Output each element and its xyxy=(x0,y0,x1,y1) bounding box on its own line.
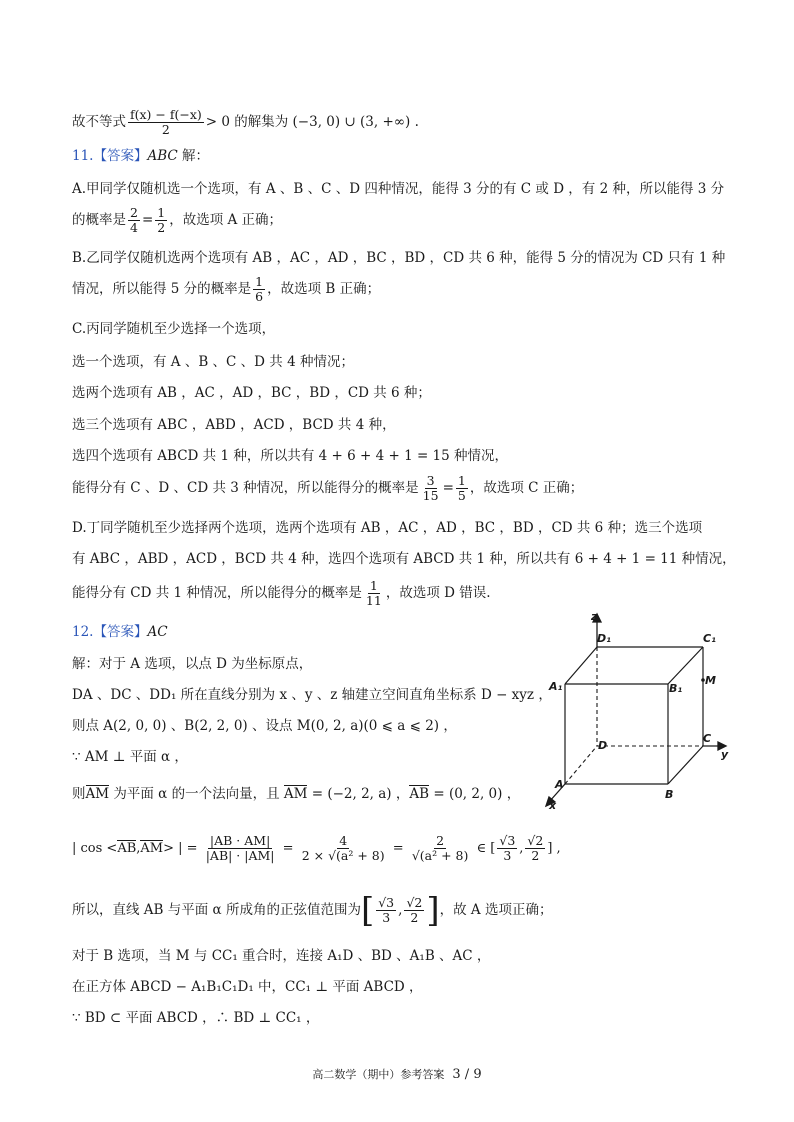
vector-am: AM xyxy=(283,786,308,802)
vertex-c: C xyxy=(703,732,712,745)
text-line: 所以，直线 AB 与平面 α 所成角的正弦值范围为[ $\frac{√3}{3}$ , $\frac{√2}{2}$ ]，故 A 选项正确； xyxy=(72,890,553,931)
page-number: 3 / 9 xyxy=(452,1067,482,1082)
vertex-b1: B₁ xyxy=(669,682,683,695)
text-line: 解：对于 A 选项，以点 D 为坐标原点， xyxy=(72,656,313,672)
vertex-a: A xyxy=(555,778,564,791)
vertex-b: B xyxy=(665,788,674,801)
axis-y-label: y xyxy=(721,748,729,761)
text-line: D.丁同学随机至少选择两个选项，选两个选项有 AB ，AC ，AD ，BC ，BD ，CD 共 6 种；选三个选项 xyxy=(72,520,703,536)
text-line: ∵ AM ⊥ 平面 α ， xyxy=(72,749,188,765)
text-line: 选三个选项有 ABC ，ABD ，ACD ，BCD 共 4 种， xyxy=(72,417,396,433)
fraction: $\frac{√3}{3}$ xyxy=(378,895,395,925)
question-heading: 12.【答案】AC xyxy=(72,624,168,640)
fraction: $\frac{1}{11}$ xyxy=(365,578,382,608)
fraction: $\frac{f(x) - f(-x)}{2}$ xyxy=(130,107,202,137)
vector-am: AM xyxy=(85,786,110,802)
text-line: 选一个选项，有 A 、B 、C 、D 共 4 种情况； xyxy=(72,354,354,370)
formula-line: | cos <AB,AM> | = $\frac{|AB \cdot AM|}{|AB| \cdot |AM|}$ = $\frac{4}{\text{2 × √(a² + 8)}}$ = $\frac{2}{\text{√(a² + 8)}}$ ∈ [ $\frac{√3}{3}$ , $\frac{√2}{2}$ ] , xyxy=(72,833,561,863)
text-line: 在正方体 ABCD − A₁B₁C₁D₁ 中，CC₁ ⊥ 平面 ABCD ， xyxy=(72,979,423,995)
fraction: $\frac{|AB \cdot AM|}{|AB| \cdot |AM|}$ xyxy=(205,833,275,863)
footer-title: 高二数学（期中）参考答案 xyxy=(312,1068,445,1081)
cube-figure xyxy=(535,612,740,812)
vertex-c1: C₁ xyxy=(703,632,716,645)
text-line: 选四个选项有 ABCD 共 1 种，所以共有 4 + 6 + 4 + 1 = 15 种情况， xyxy=(72,448,509,464)
fraction: $\frac{2}{\text{√(a² + 8)}}$ xyxy=(411,833,469,863)
text-line: ∵ BD ⊂ 平面 ABCD ，∴ BD ⊥ CC₁ ， xyxy=(72,1010,320,1026)
fraction: $\frac{3}{15}$ xyxy=(422,473,439,503)
text-line: 则AM 为平面 α 的一个法向量，且 AM = (−2, 2, a) ，AB = (0, 2, 0) ， xyxy=(72,786,521,802)
fraction: $\frac{√2}{2}$ xyxy=(527,833,544,863)
fraction: $\frac{√3}{3}$ xyxy=(499,833,516,863)
fraction: $\frac{√2}{2}$ xyxy=(406,895,423,925)
axis-x-label: x xyxy=(549,799,557,812)
vertex-d: D xyxy=(598,739,608,752)
fraction: $\frac{2}{4}$ xyxy=(130,205,138,235)
vector-ab: AB xyxy=(409,786,430,802)
axis-z-label: z xyxy=(591,612,598,623)
page-footer xyxy=(0,1066,794,1082)
text-line: 选两个选项有 AB ，AC ，AD ，BC ，BD ，CD 共 6 种； xyxy=(72,385,431,401)
text-line: DA 、DC 、DD₁ 所在直线分别为 x 、y 、z 轴建立空间直角坐标系 D − xyz ， xyxy=(72,687,552,703)
text-line: 能得分有 C 、D 、CD 共 3 种情况，所以能得分的概率是 $\frac{3}{15}$ = $\frac{1}{5}$ ，故选项 C 正确； xyxy=(72,473,584,503)
text-line: 故不等式 $\frac{f(x) - f(-x)}{2}$ > 0 的解集为 (−3, 0) ∪ (3, +∞) . xyxy=(72,107,419,137)
fraction: $\frac{1}{2}$ xyxy=(157,205,166,235)
vertex-d1: D₁ xyxy=(597,632,611,645)
text-line: 情况，所以能得 5 分的概率是 $\frac{1}{6}$ ，故选项 B 正确； xyxy=(72,274,381,304)
text-line: B.乙同学仅随机选两个选项有 AB ，AC ，AD ，BC ，BD ，CD 共 6 种，能得 5 分的情况为 CD 只有 1 种 xyxy=(72,250,726,266)
point-m: M xyxy=(705,674,716,687)
text-line: 则点 A(2, 0, 0) 、B(2, 2, 0) 、设点 M(0, 2, a)(0 ⩽ a ⩽ 2) ， xyxy=(72,718,457,734)
fraction: $\frac{1}{5}$ xyxy=(457,473,466,503)
text-line: 有 ABC ，ABD ，ACD ，BCD 共 4 种，选四个选项有 ABCD 共 1 种，所以共有 6 + 4 + 1 = 11 种情况， xyxy=(72,551,736,567)
fraction: $\frac{1}{6}$ xyxy=(255,274,264,304)
vertex-a1: A₁ xyxy=(549,680,563,693)
text-line: 对于 B 选项，当 M 与 CC₁ 重合时，连接 A₁D 、BD 、A₁B 、AC ， xyxy=(72,948,491,964)
text-line: 的概率是 $\frac{2}{4}$ = $\frac{1}{2}$ ，故选项 A 正确； xyxy=(72,205,283,235)
fraction: $\frac{4}{\text{2 × √(a² + 8)}}$ xyxy=(301,833,385,863)
text-line: C.丙同学随机至少选择一个选项， xyxy=(72,321,276,337)
text-line: A.甲同学仅随机选一个选项，有 A 、B 、C 、D 四种情况，能得 3 分的有 C 或 D ，有 2 种，所以能得 3 分 xyxy=(72,181,725,197)
text-line: 能得分有 CD 共 1 种情况，所以能得分的概率是 $\frac{1}{11}$ ，故选项 D 错误. xyxy=(72,578,491,608)
question-heading: 11.【答案】ABC 解： xyxy=(72,148,210,164)
